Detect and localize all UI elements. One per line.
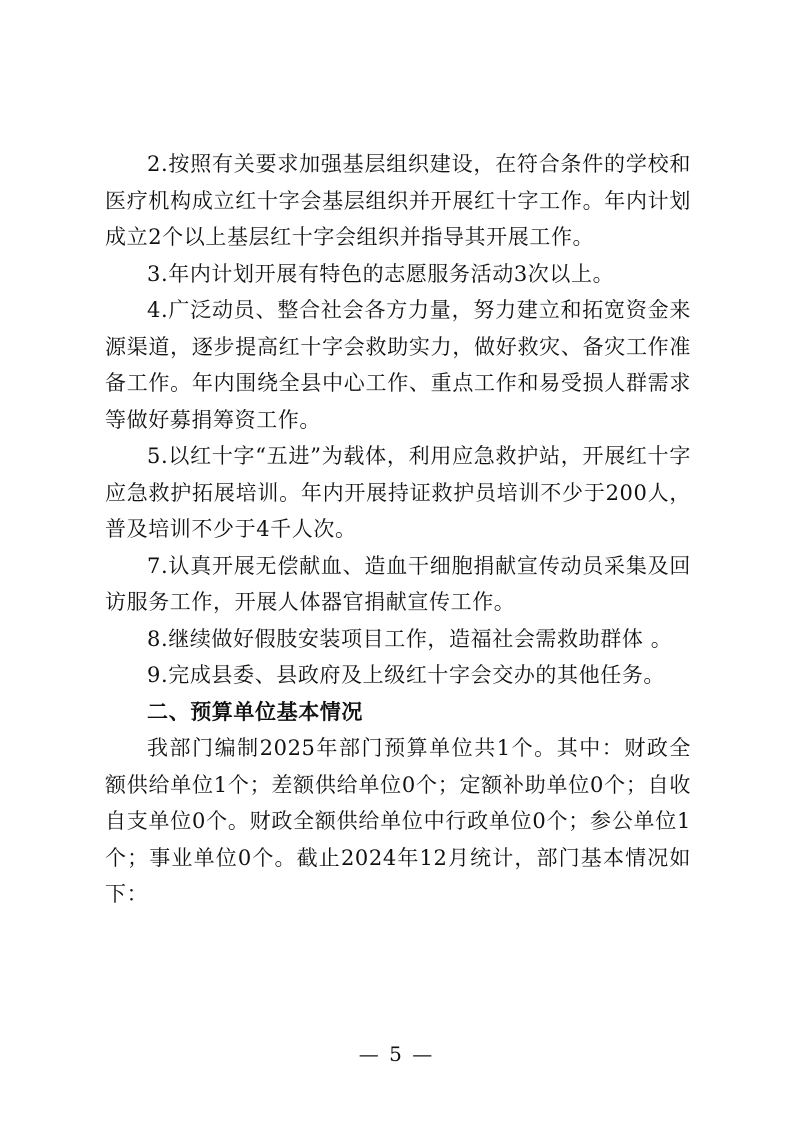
paragraph-item-2: 2.按照有关要求加强基层组织建设，在符合条件的学校和医疗机构成立红十字会基层组织并开展红十字工作。年内计划成立2个以上基层红十字会组织并指导其开展工作。 xyxy=(105,152,691,249)
paragraph-item-5: 5.以红十字“五进”为载体，利用应急救护站，开展红十字应急救护拓展培训。年内开展持证救护员培训不少于200人，普及培训不少于4千人次。 xyxy=(105,444,691,541)
paragraph-item-4: 4.广泛动员、整合社会各方力量，努力建立和拓宽资金来源渠道，逐步提高红十字会救助实力，做好救灾、备灾工作准备工作。年内围绕全县中心工作、重点工作和易受损人群需求等做好募捐筹资工作。 xyxy=(105,298,691,432)
page-number: — 5 — xyxy=(358,1042,435,1066)
section-heading: 二、预算单位基本情况 xyxy=(147,699,363,724)
paragraph-item-7: 7.认真开展无偿献血、造血干细胞捐献宣传动员采集及回访服务工作，开展人体器官捐献宣传工作。 xyxy=(105,553,691,614)
section-paragraph: 我部门编制2025年部门预算单位共1个。其中：财政全额供给单位1个；差额供给单位0个；定额补助单位0个；自收自支单位0个。财政全额供给单位中行政单位0个；参公单位1个；事业单位0个。截止2024年12月统计，部门基本情况如下： xyxy=(105,736,691,906)
document-body xyxy=(105,146,691,913)
paragraph-item-9: 9.完成县委、县政府及上级红十字会交办的其他任务。 xyxy=(147,663,666,687)
paragraph-item-3: 3.年内计划开展有特色的志愿服务活动3次以上。 xyxy=(147,261,615,286)
paragraph-item-8: 8.继续做好假肢安装项目工作，造福社会需救助群体 。 xyxy=(147,626,673,651)
